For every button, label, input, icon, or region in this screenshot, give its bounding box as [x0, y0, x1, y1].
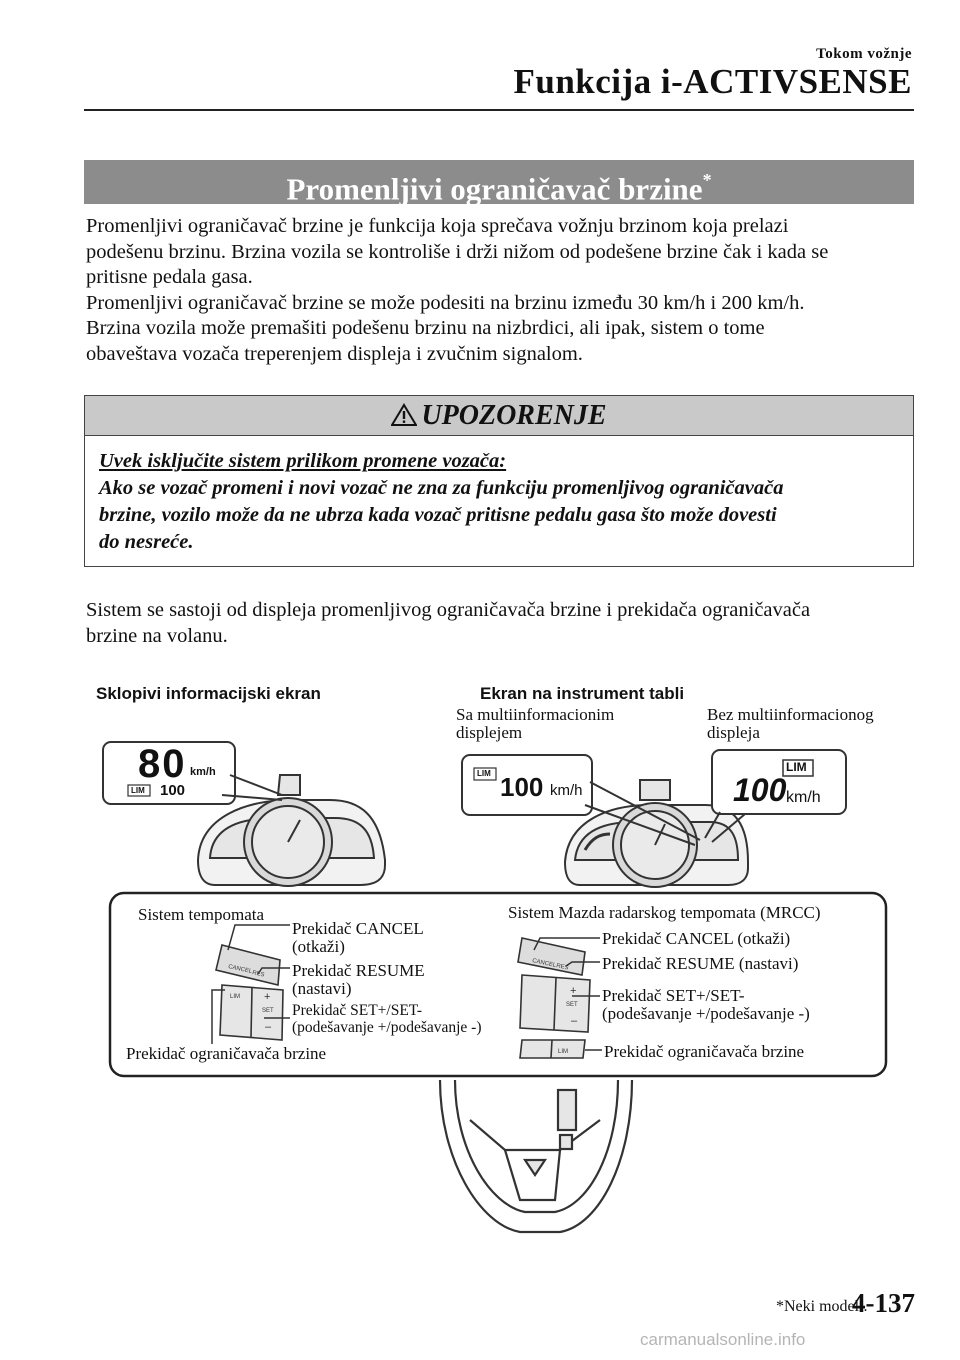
cruise-system-label: Sistem tempomata — [138, 905, 265, 924]
without-mid-line: Bez multiinformacionog — [707, 705, 874, 724]
warning-subtitle: Uvek isključite sistem prilikom promene vozača: — [99, 450, 507, 472]
svg-text:–: – — [265, 1021, 272, 1033]
mrcc-limiter-label: Prekidač ograničavača brzine — [604, 1042, 805, 1061]
mrcc-lim-key-label: LIM — [558, 1049, 569, 1055]
right-display-unit: km/h — [786, 789, 821, 806]
mrcc-cancel-key-label: CANCEL — [531, 958, 557, 970]
footnote: *Neki modeli. — [776, 1298, 868, 1315]
with-mid-label — [456, 706, 614, 742]
model-asterisk: * — [702, 170, 712, 190]
right-display-speed: 100 — [733, 772, 787, 808]
with-mid-line: Sa multiinformacionim — [456, 705, 615, 724]
chapter-title: Tokom vožnje — [816, 46, 912, 62]
system-line: brzine na volanu. — [86, 624, 228, 647]
mrcc-set-key-label: SET — [566, 1002, 578, 1008]
cancel-switch-line: (otkaži) — [292, 937, 345, 956]
mrcc-cancel-label: Prekidač CANCEL (otkaži) — [602, 929, 791, 948]
warning-heading-text: UPOZORENJE — [421, 400, 607, 431]
svg-text:–: – — [571, 1015, 578, 1027]
mrcc-set-line: (podešavanje +/podešavanje -) — [602, 1004, 810, 1023]
intro-line: Promenljivi ograničavač brzine se može podesiti na brzinu između 30 km/h i 200 km/h. — [86, 291, 805, 314]
mrcc-resume-label: Prekidač RESUME (nastavi) — [602, 954, 799, 973]
cancel-key-label: CANCEL — [227, 964, 253, 976]
mrcc-set-label — [602, 987, 810, 1023]
without-mid-line: displeja — [707, 723, 760, 742]
left-switch-cluster — [216, 945, 283, 1040]
middle-display-unit: km/h — [550, 782, 583, 799]
warning-line: do nesreće. — [99, 531, 194, 553]
left-display-set-speed: 100 — [160, 782, 186, 799]
intro-line: podešenu brzinu. Brzina vozila se kontroliše i drži nižom od podešene brzine čak i kada se — [86, 240, 829, 263]
limiter-switch-label: Prekidač ograničavača brzine — [126, 1044, 327, 1063]
page-title-text: Promenljivi ograničavač brzine — [286, 171, 703, 207]
watermark: carmanualsonline.info — [640, 1330, 806, 1349]
cancel-switch-line: Prekidač CANCEL — [292, 919, 424, 938]
right-display-lim: LIM — [786, 760, 807, 774]
set-key-label: SET — [262, 1008, 274, 1014]
left-figure-heading: Sklopivi informacijski ekran — [96, 684, 321, 703]
section-title: Funkcija i-ACTIVSENSE — [513, 62, 912, 101]
set-switch-label — [292, 1002, 482, 1036]
svg-text:+: + — [570, 985, 577, 997]
mrcc-res-key-label: RES — [555, 963, 569, 972]
mrcc-system-label: Sistem Mazda radarskog tempomata (MRCC) — [508, 903, 821, 922]
mrcc-set-line: Prekidač SET+/SET- — [602, 986, 745, 1005]
steering-wheel — [440, 1080, 632, 1232]
system-line: Sistem se sastoji od displeja promenljivog ograničavača brzine i prekidača ograničavača — [86, 599, 811, 621]
intro-line: pritisne pedala gasa. — [86, 266, 253, 288]
intro-line: Brzina vozila može premašiti podešenu brzinu na nizbrdici, ali ipak, sistem o tome — [86, 317, 765, 339]
right-figure-heading: Ekran na instrument tabli — [480, 684, 685, 703]
intro-line: obaveštava vozača treperenjem displeja i zvučnim signalom. — [86, 342, 583, 365]
page-number: 4-137 — [852, 1288, 915, 1318]
middle-display-lim: LIM — [477, 769, 491, 778]
middle-display-speed: 100 — [500, 772, 544, 802]
set-switch-line: Prekidač SET+/SET- — [292, 1002, 423, 1019]
set-switch-line: (podešavanje +/podešavanje -) — [292, 1019, 482, 1036]
resume-switch-line: Prekidač RESUME — [292, 961, 425, 980]
resume-switch-line: (nastavi) — [292, 979, 352, 998]
lim-key-label: LIM — [230, 994, 241, 1000]
svg-text:+: + — [264, 991, 271, 1003]
cancel-switch-label — [292, 920, 424, 956]
warning-line: Ako se vozač promeni i novi vozač ne zna za funkciju promenljivog ograničavača — [99, 477, 784, 499]
without-mid-label — [707, 706, 874, 742]
res-key-label: RES — [251, 970, 265, 979]
left-display-unit: km/h — [190, 766, 216, 778]
intro-line: Promenljivi ograničavač brzine je funkcija koja sprečava vožnju brzinom koja prelazi — [86, 215, 789, 237]
left-display-lim: LIM — [131, 786, 145, 795]
left-display-speed: 80 — [138, 742, 187, 786]
right-switch-cluster — [518, 938, 590, 1058]
resume-switch-label — [292, 962, 425, 998]
with-mid-line: displejem — [456, 723, 523, 742]
warning-line: brzine, vozilo može da ne ubrza kada vozač pritisne pedalu gasa što može dovesti — [99, 504, 777, 526]
